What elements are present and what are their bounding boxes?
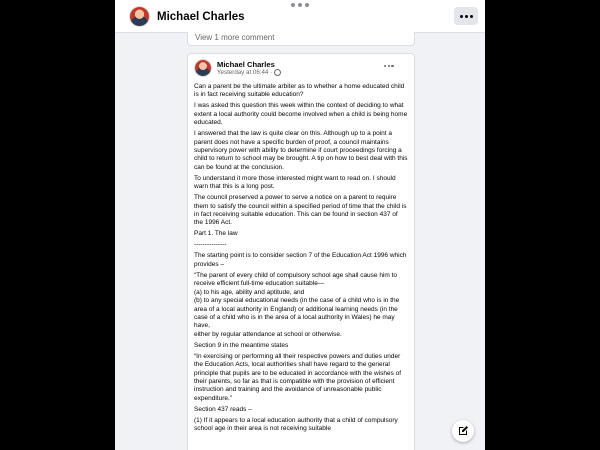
post-avatar[interactable] xyxy=(194,59,212,77)
post-paragraph: “In exercising or performing all their respective powers and duties under the Education Acts, local authorities shall have regard to the general principle that pupils are to be educated in accordance with the wishes of their parents, so far as that is compatible with the provision of efficient instruction and training and the avoidance of unreasonable public expenditure.” xyxy=(194,352,402,402)
post-paragraph: To understand it more those interested might want to read on. I should warn that this is a long post. xyxy=(194,174,396,191)
post-meta xyxy=(217,69,281,76)
avatar[interactable] xyxy=(129,6,150,27)
post-paragraph: The starting point is to consider section 7 of the Education Act 1996 which provides – xyxy=(194,252,407,268)
post-paragraph: “The parent of every child of compulsory school age shall cause him to receive efficient full-time education suitable— (a) to his age, ability and aptitude, and (b) to any special educational needs (in the case of a child who is in the area of a local authority in England) or additional learning needs (in the case of a child who is in the area of a local authority in Wales) he may have, either by regular attendance at school or otherwise. xyxy=(194,271,400,338)
more-horizontal-icon[interactable] xyxy=(454,7,478,25)
post-paragraph: Part 1. The law xyxy=(194,230,238,238)
post-paragraph: Section 9 in the meantime states xyxy=(194,341,289,349)
view-more-comments-link[interactable]: View 1 more comment xyxy=(195,33,275,42)
post-paragraph: Section 437 reads – xyxy=(194,405,252,413)
app-window xyxy=(115,0,485,450)
post-paragraph: I answered that the law is quite clear on this. Although up to a point a parent does not have a specific burden of proof, a council maintains supervisory power with ability to determine if court proceedings forcing a child to return to school may be brought. A tip on how to best deal with this can be found at the conclusion. xyxy=(194,130,408,171)
drag-handle[interactable] xyxy=(290,3,310,9)
post-paragraph: (1) If it appears to a local education authority that a child of compulsory school age in their area is not receiving suitable xyxy=(194,416,398,433)
post-timestamp[interactable]: Yesterday at 06:44 · xyxy=(217,69,273,76)
compose-icon xyxy=(457,425,469,437)
globe-icon xyxy=(274,69,281,76)
compose-button[interactable] xyxy=(452,420,474,442)
header-author-name[interactable]: Michael Charles xyxy=(157,11,245,23)
post-paragraph: The council preserved a power to serve a notice on a parent to require them to satisfy the council within a specified period of time that the child is in fact receiving suitable education. This can be found in section 437 of the 1996 Act. xyxy=(194,194,407,227)
post-paragraph: I was asked this question this week within the context of deciding to what extent a local authority could become involved when a child is being home educated. xyxy=(194,102,408,127)
post-paragraph: --------------- xyxy=(194,241,227,249)
post-card xyxy=(187,53,415,450)
post-author[interactable]: Michael Charles xyxy=(217,60,275,69)
post-paragraph: Can a parent be the ultimate arbiter as to whether a home educated child is in fact receiving suitable education? xyxy=(194,83,405,99)
post-options-icon[interactable] xyxy=(384,65,394,67)
post-body xyxy=(194,83,408,436)
